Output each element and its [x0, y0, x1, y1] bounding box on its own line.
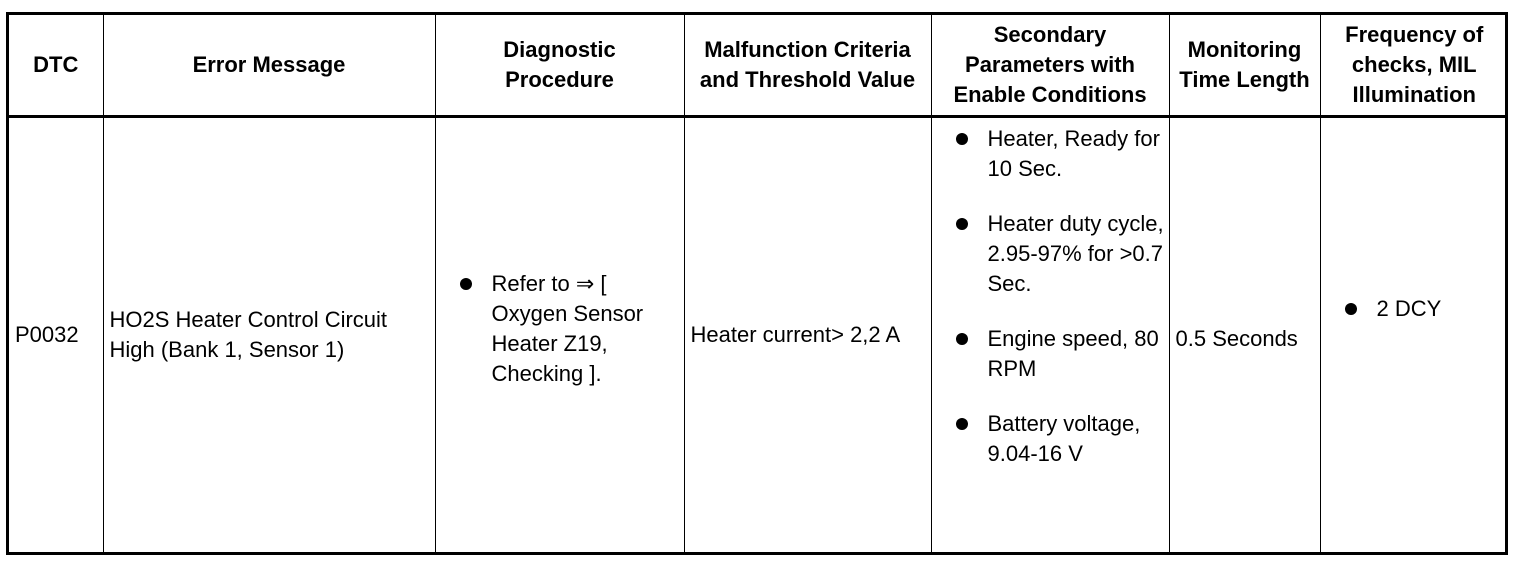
secondary-parameters-cell	[931, 116, 1169, 552]
secondary-parameter-item: Heater, Ready for 10 Sec.	[932, 124, 1169, 184]
monitoring-time: 0.5 Seconds	[1169, 116, 1320, 552]
procedure-list	[436, 269, 684, 389]
header-secondary-parameters: Secondary Parameters with Enable Conditions	[931, 15, 1169, 116]
frequency-list	[1321, 294, 1509, 324]
header-frequency-mil: Frequency of checks, MIL Illumination	[1320, 15, 1508, 116]
malfunction-criteria: Heater current> 2,2 A	[684, 116, 931, 552]
procedure-item: Refer to ⇒ [ Oxygen Sensor Heater Z19, Checking ].	[436, 269, 684, 389]
error-message: HO2S Heater Control Circuit High (Bank 1, Sensor 1)	[103, 116, 435, 552]
table-row	[9, 116, 1508, 552]
dtc-table-frame	[6, 12, 1508, 555]
header-malfunction-criteria: Malfunction Criteria and Threshold Value	[684, 15, 931, 116]
header-diagnostic-procedure: Diagnostic Procedure	[435, 15, 684, 116]
dtc-table	[9, 15, 1508, 552]
secondary-parameter-item: Battery voltage, 9.04-16 V	[932, 409, 1169, 469]
dtc-code: P0032	[9, 116, 103, 552]
header-dtc: DTC	[9, 15, 103, 116]
secondary-parameter-item: Engine speed, 80 RPM	[932, 324, 1169, 384]
secondary-parameter-item: Heater duty cycle, 2.95-97% for >0.7 Sec.	[932, 209, 1169, 299]
diagnostic-procedure-cell	[435, 116, 684, 552]
header-row	[9, 15, 1508, 116]
header-monitoring-time: Monitoring Time Length	[1169, 15, 1320, 116]
header-error-message: Error Message	[103, 15, 435, 116]
frequency-cell	[1320, 116, 1508, 552]
frequency-item: 2 DCY	[1321, 294, 1509, 324]
secondary-parameters-list	[932, 124, 1169, 469]
